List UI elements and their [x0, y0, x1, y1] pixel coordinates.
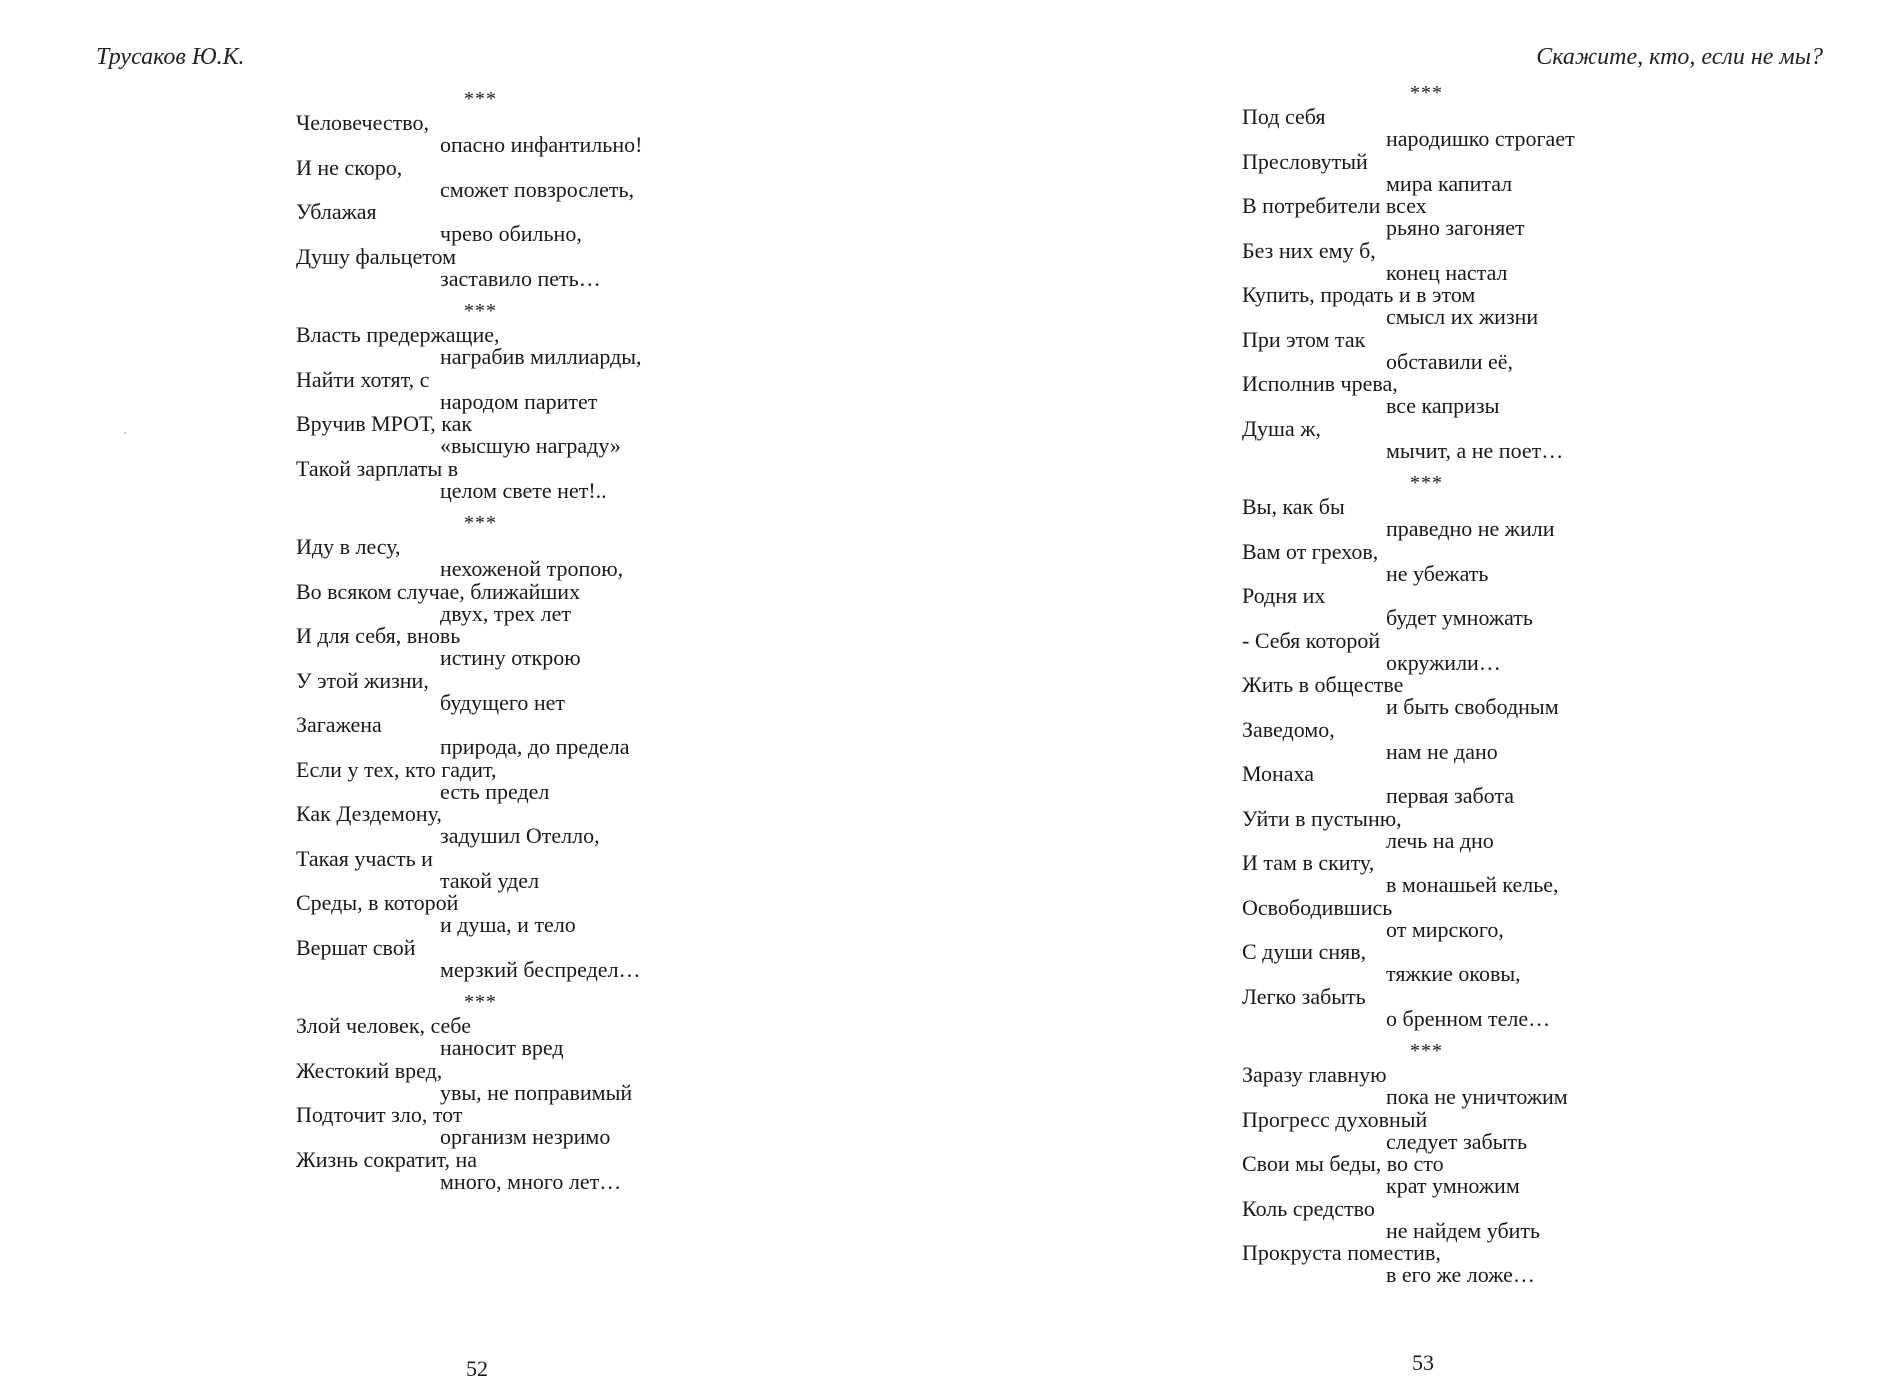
poem — [296, 298, 816, 502]
verse-line-indented: опасно инфантильно! — [440, 132, 643, 157]
poem — [296, 989, 816, 1193]
verse-line-start: Загажена — [296, 712, 382, 737]
poem — [1242, 1038, 1762, 1287]
poem-separator: *** — [1410, 472, 1443, 494]
verse-line-indented: все капризы — [1386, 393, 1500, 418]
poem-separator: *** — [1410, 1040, 1443, 1062]
verse-line-start: Ублажая — [296, 199, 377, 224]
verse-line-indented: «высшую награду» — [440, 433, 621, 458]
verse-line-start: Вам от грехов, — [1242, 538, 1379, 564]
paper-speck — [124, 432, 126, 434]
page-number: 52 — [466, 1356, 488, 1381]
verse-line-indented: обставили её, — [1386, 348, 1514, 374]
verse-line-indented: окружили… — [1386, 649, 1501, 675]
verse-line-indented: будет умножать — [1386, 605, 1533, 630]
verse-line-start: Такая участь и — [296, 845, 433, 871]
verse-line-start: Найти хотят, с — [296, 366, 430, 392]
verse-line-indented: пока не уничтожим — [1386, 1084, 1568, 1109]
verse-line-indented: мерзкий беспредел… — [440, 956, 641, 982]
verse-line-indented: двух, трех лет — [440, 600, 572, 626]
verse-line-indented: и душа, и тело — [440, 912, 576, 937]
verse-line-indented: первая забота — [1386, 783, 1515, 808]
verse-line-indented: нам не дано — [1386, 738, 1498, 764]
poem-separator: *** — [1410, 82, 1443, 104]
verse-line-indented: следует забыть — [1386, 1128, 1528, 1154]
verse-line-start: И не скоро, — [296, 154, 403, 180]
verse-line-indented: природа, до предела — [440, 734, 630, 759]
verse-line-start: Легко забыть — [1242, 983, 1366, 1009]
verse-line-indented: наносит вред — [440, 1035, 564, 1060]
verse-line-indented: не убежать — [1386, 560, 1489, 586]
verse-line-indented: целом свете нет!.. — [440, 477, 607, 503]
verse-line-start: И для себя, вновь — [296, 623, 461, 648]
verse-line-indented: задушил Отелло, — [440, 823, 600, 848]
verse-line-start: И там в скиту, — [1242, 850, 1375, 875]
verse-line-start: Монаха — [1242, 761, 1315, 786]
verse-line-indented: конец настал — [1386, 259, 1508, 285]
verse-line-start: Заразу главную — [1242, 1062, 1387, 1087]
poem — [296, 510, 816, 981]
verse-line-indented: мира капитал — [1386, 170, 1513, 196]
verse-line-start: Такой зарплаты в — [296, 455, 459, 481]
verse-line-indented: смысл их жизни — [1386, 304, 1539, 329]
poem-column — [1242, 80, 1762, 1295]
verse-line-indented: мычит, а не поет… — [1386, 437, 1564, 463]
verse-line-indented: нехоженой тропою, — [440, 556, 624, 581]
page-number: 53 — [1412, 1350, 1434, 1375]
right-page — [946, 0, 1893, 1390]
verse-line-start: Прогресс духовный — [1242, 1106, 1428, 1132]
verse-line-indented: много, много лет… — [440, 1168, 622, 1194]
verse-line-indented: лечь на дно — [1386, 827, 1494, 853]
verse-line-start: - Себя которой — [1242, 627, 1381, 653]
verse-line-indented: праведно не жили — [1386, 516, 1555, 541]
verse-line-start: Власть предержащие, — [296, 322, 500, 347]
verse-line-indented: заставило петь… — [440, 265, 601, 291]
verse-line-indented: будущего нет — [440, 689, 565, 715]
running-head-author: Трусаков Ю.К. — [96, 44, 245, 70]
verse-line-start: Среды, в которой — [296, 890, 459, 915]
running-head-title: Скажите, кто, если не мы? — [1536, 44, 1823, 70]
poem-separator: *** — [464, 300, 497, 322]
verse-line-start: Душа ж, — [1242, 415, 1321, 441]
verse-line-indented: такой удел — [440, 867, 540, 893]
verse-line-start: Пресловутый — [1242, 148, 1368, 174]
verse-line-indented: в монашьей келье, — [1386, 872, 1559, 897]
verse-line-start: Жить в обществе — [1242, 672, 1404, 697]
verse-line-indented: чрево обильно, — [440, 221, 582, 246]
verse-line-start: Под себя — [1242, 104, 1326, 129]
verse-line-indented: сможет повзрослеть, — [440, 176, 634, 202]
verse-line-start: Во всяком случае, ближайших — [296, 578, 581, 604]
verse-line-indented: организм незримо — [440, 1124, 611, 1149]
verse-line-indented: увы, не поправимый — [440, 1079, 633, 1105]
verse-line-indented: народом паритет — [440, 388, 598, 414]
verse-line-indented: есть предел — [440, 778, 550, 804]
verse-line-start: Душу фальцетом — [296, 243, 457, 269]
verse-line-indented: не найдем убить — [1386, 1217, 1541, 1243]
verse-line-start: Свои мы беды, во сто — [1242, 1151, 1444, 1176]
poem-column — [296, 86, 816, 1201]
verse-line-indented: рьяно загоняет — [1386, 215, 1525, 240]
poem-separator: *** — [464, 512, 497, 534]
poem — [1242, 80, 1762, 462]
verse-line-start: У этой жизни, — [296, 667, 429, 693]
verse-line-indented: о бренном теле… — [1386, 1005, 1551, 1031]
verse-line-indented: истину открою — [440, 645, 581, 670]
verse-line-indented: крат умножим — [1386, 1173, 1520, 1198]
verse-line-indented: от мирского, — [1386, 916, 1504, 942]
verse-line-start: При этом так — [1242, 326, 1366, 352]
verse-line-start: Коль средство — [1242, 1195, 1375, 1221]
poem-separator: *** — [464, 88, 497, 110]
verse-line-start: Вы, как бы — [1242, 494, 1345, 519]
verse-line-start: Исполнив чрева, — [1242, 371, 1398, 396]
verse-line-indented: тяжкие оковы, — [1386, 961, 1521, 986]
verse-line-start: Без них ему б, — [1242, 237, 1376, 263]
poem — [296, 86, 816, 290]
verse-line-indented: награбив миллиарды, — [440, 344, 642, 369]
verse-line-start: В потребители всех — [1242, 193, 1427, 218]
verse-line-start: Человечество, — [296, 110, 430, 135]
verse-line-start: Злой человек, себе — [296, 1013, 471, 1038]
poem — [1242, 470, 1762, 1030]
verse-line-indented: и быть свободным — [1386, 694, 1559, 719]
verse-line-start: Заведомо, — [1242, 716, 1335, 742]
verse-line-start: С души сняв, — [1242, 939, 1367, 964]
poem-separator: *** — [464, 991, 497, 1013]
left-page — [0, 0, 946, 1390]
verse-line-start: Освободившись — [1242, 894, 1393, 920]
verse-line-start: Как Дездемону, — [296, 801, 442, 826]
verse-line-start: Вручив МРОТ, как — [296, 411, 473, 436]
verse-line-start: Вершат свой — [296, 934, 416, 960]
verse-line-start: Жестокий вред, — [296, 1057, 443, 1083]
verse-line-start: Жизнь сократит, на — [296, 1146, 478, 1172]
verse-line-start: Уйти в пустыню, — [1242, 805, 1402, 831]
verse-line-indented: народишко строгает — [1386, 126, 1575, 151]
verse-line-start: Купить, продать и в этом — [1242, 282, 1476, 307]
verse-line-indented: в его же ложе… — [1386, 1262, 1535, 1287]
verse-line-start: Иду в лесу, — [296, 534, 401, 559]
verse-line-start: Прокруста поместив, — [1242, 1240, 1441, 1265]
verse-line-start: Если у тех, кто гадит, — [296, 756, 497, 782]
verse-line-start: Подточит зло, тот — [296, 1102, 463, 1127]
verse-line-start: Родня их — [1242, 583, 1326, 608]
